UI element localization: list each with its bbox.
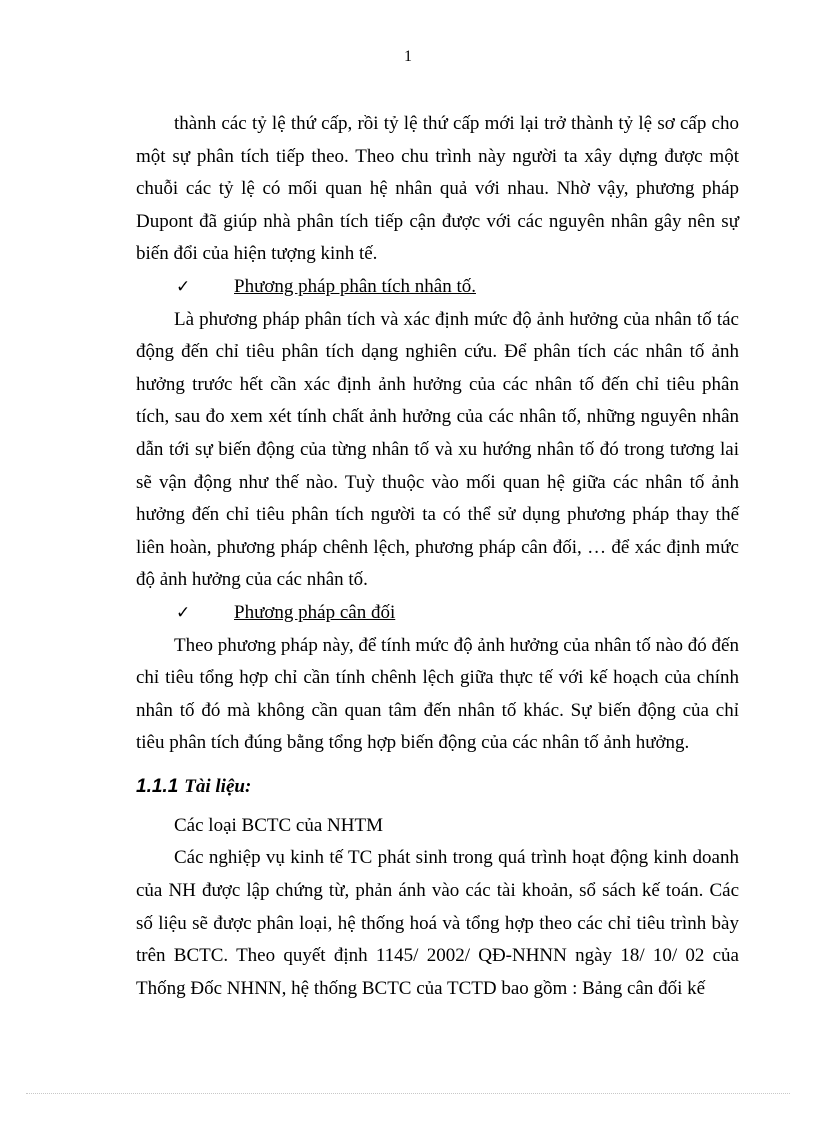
document-body bbox=[136, 108, 739, 1005]
section-number: 1.1.1 bbox=[136, 775, 179, 797]
page-number: 1 bbox=[404, 48, 412, 65]
checkmark-icon: ✓ bbox=[176, 276, 191, 297]
bullet-balance-method bbox=[136, 597, 739, 630]
section-title: Tài liệu: bbox=[184, 775, 252, 797]
checkmark-icon: ✓ bbox=[176, 602, 191, 623]
bullet-label: Phương pháp cân đối bbox=[234, 601, 396, 623]
bullet-factor-analysis bbox=[136, 271, 739, 304]
subsection-line: Các loại BCTC của NHTM bbox=[174, 814, 383, 836]
paragraph-dupont-continuation: thành các tỷ lệ thứ cấp, rồi tỷ lệ thứ cấp mới lại trở thành tỷ lệ sơ cấp cho một sự phân tích tiếp theo. Theo chu trình này người ta xây dựng được một chuỗi các tỷ lệ có mối quan hệ nhân quả với nhau. Nhờ vậy, phương pháp Dupont đã giúp nhà phân tích tiếp cận được với các nguyên nhân gây nên sự biến đổi của hiện tượng kinh tế. bbox=[136, 113, 739, 265]
paragraph-factor-analysis: Là phương pháp phân tích và xác định mức độ ảnh hưởng của nhân tố tác động đến chỉ tiêu phân tích dạng nghiên cứu. Để phân tích các nhân tố ảnh hưởng trước hết cần xác định ảnh hưởng của các nhân tố đến chỉ tiêu phân tích, sau đo xem xét tính chất ảnh hưởng của các nhân tố, những nguyên nhân dẫn tới sự biến động của từng nhân tố và xu hướng nhân tố đó trong tương lai sẽ vận động như thế nào. Tuỳ thuộc vào mối quan hệ giữa các nhân tố ảnh hưởng đến chỉ tiêu phân tích người ta có thể sử dụng phương pháp thay thế liên hoàn, phương pháp chênh lệch, phương pháp cân đối, … để xác định mức độ ảnh hưởng của các nhân tố. bbox=[136, 308, 739, 591]
paragraph-financial-reports: Các nghiệp vụ kinh tế TC phát sinh trong quá trình hoạt động kinh doanh của NH được lập chứng từ, phản ánh vào các tài khoản, sổ sách kế toán. Các số liệu sẽ được phân loại, hệ thống hoá và tổng hợp theo các chỉ tiêu trình bày trên BCTC. Theo quyết định 1145/ 2002/ QĐ-NHNN ngày 18/ 10/ 02 của Thống Đốc NHNN, hệ thống BCTC của TCTD bao gồm : Bảng cân đối kế bbox=[136, 847, 739, 999]
section-heading bbox=[136, 770, 739, 804]
page-bottom-divider bbox=[26, 1093, 790, 1094]
bullet-label: Phương pháp phân tích nhân tố. bbox=[234, 275, 476, 297]
paragraph-balance-method: Theo phương pháp này, để tính mức độ ảnh hưởng của nhân tố nào đó đến chỉ tiêu tổng hợp chỉ cần tính chênh lệch giữa thực tế với kế hoạch của chính nhân tố đó mà không cần quan tâm đến nhân tố khác. Sự biến động của chỉ tiêu phân tích đúng bằng tổng hợp biến động của các nhân tố ảnh hưởng. bbox=[136, 634, 739, 754]
